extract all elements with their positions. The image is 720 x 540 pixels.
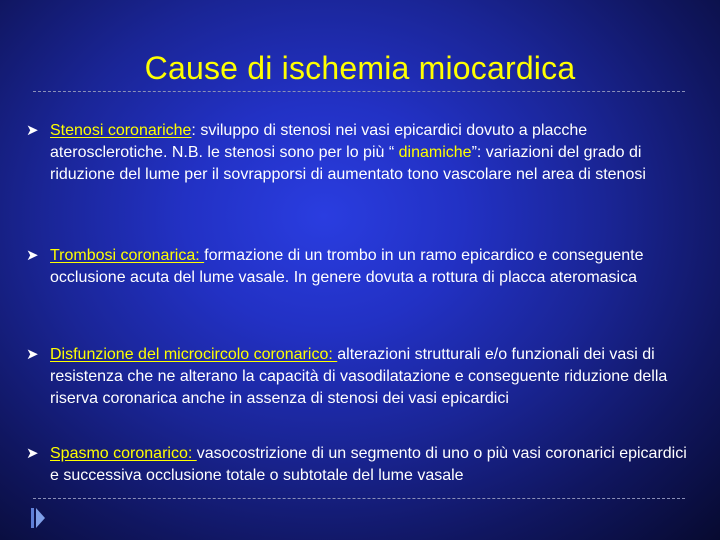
bullet-text bbox=[50, 245, 696, 289]
bullet-body-continued: ”: variazioni del grado di riduzione del lume per il sovrapporsi di aumentato tono vascolare nel area di stenosi bbox=[50, 144, 646, 183]
bullet-body: formazione di un trombo in un ramo epicardico e conseguente occlusione acuta del lume vasale. In genere dovuta a rottura di placca ateromasica bbox=[50, 247, 644, 286]
arrowhead-bullet-icon: ➤ bbox=[26, 122, 39, 139]
bullet-text bbox=[50, 443, 696, 487]
bullet-text bbox=[50, 344, 696, 410]
slide-title: Cause di ischemia miocardica bbox=[144, 50, 576, 86]
bullet-term: Spasmo coronarico: bbox=[50, 445, 197, 462]
bullet-term: Disfunzione del microcircolo coronarico: bbox=[50, 346, 338, 363]
footer-divider bbox=[33, 498, 685, 499]
arrowhead-bullet-icon: ➤ bbox=[26, 445, 39, 462]
arrowhead-bullet-icon: ➤ bbox=[26, 346, 39, 363]
title-divider bbox=[33, 91, 685, 92]
bullet-body: alterazioni strutturali e/o funzionali dei vasi di resistenza che ne alterano la capacità di vasodilatazione e conseguente riduzione della riserva coronarica anche in assenza di stenosi dei vasi epicardici bbox=[50, 346, 668, 407]
bullet-highlight: dinamiche bbox=[398, 144, 472, 161]
bullet-body: : sviluppo di stenosi nei vasi epicardici dovuto a placche aterosclerotiche. N.B. le stenosi sono per lo più “ bbox=[50, 122, 588, 161]
bullet-spasmo bbox=[26, 443, 696, 487]
arrowhead-bullet-icon: ➤ bbox=[26, 247, 39, 264]
bullet-body: vasocostrizione di un segmento di uno o più vasi coronarici epicardici e successiva occlusione totale o subtotale del lume vasale bbox=[50, 445, 687, 484]
bullet-trombosi bbox=[26, 245, 696, 289]
bullet-stenosi bbox=[26, 120, 696, 186]
bullet-term: Trombosi coronarica: bbox=[50, 247, 205, 264]
bullet-microcircolo bbox=[26, 344, 696, 410]
next-slide-icon[interactable] bbox=[30, 507, 46, 529]
bullet-term: Stenosi coronariche bbox=[50, 122, 192, 139]
bullet-text bbox=[50, 120, 696, 186]
